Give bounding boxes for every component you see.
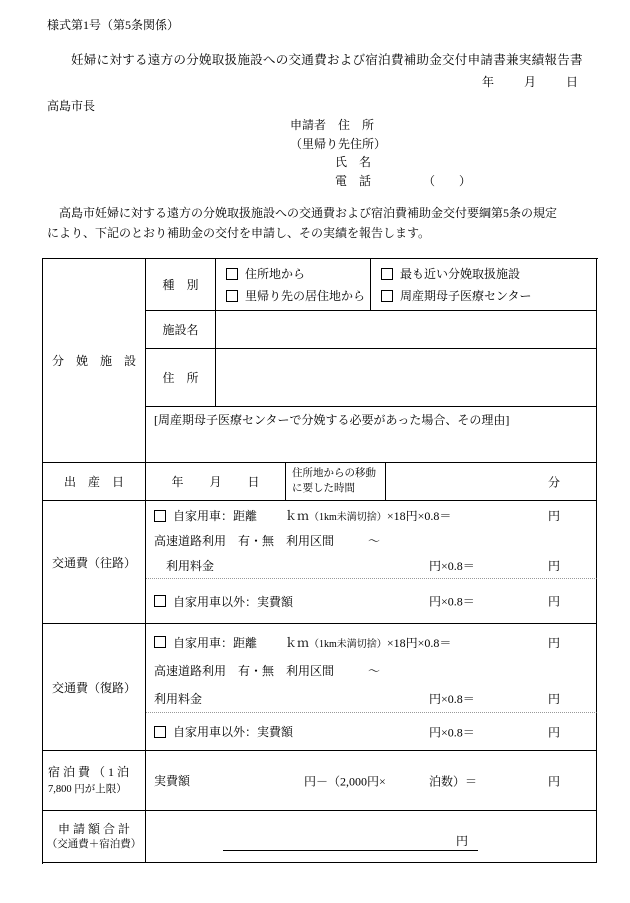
- facility-address-label: 住 所: [146, 349, 216, 407]
- car-distance-label: 自家用車：距離: [173, 509, 258, 523]
- other-formula: 円×0.8＝: [429, 594, 475, 609]
- yen-unit: 円: [547, 594, 560, 609]
- date-year-label[interactable]: 年: [482, 75, 495, 89]
- transport-out-other-section[interactable]: [146, 579, 597, 624]
- checkbox-icon[interactable]: [381, 290, 393, 302]
- addressee: 高島市長: [47, 99, 96, 113]
- car-rate-formula: ×18円×0.8＝: [386, 509, 452, 523]
- checkbox-icon[interactable]: [154, 636, 166, 648]
- car-distance-formula: [285, 507, 451, 524]
- km-unit: ｋｍ: [285, 635, 310, 650]
- applicant-address-label[interactable]: 申請者 住 所: [290, 118, 375, 132]
- highway-usage-label: 高速道路利用 有・無 利用区間: [154, 534, 335, 548]
- applicant-phone-label: 電 話: [335, 173, 372, 188]
- travel-time-label-line2: に要した時間: [292, 483, 355, 494]
- travel-time-input[interactable]: [386, 463, 597, 501]
- transport-return-car-line: [146, 628, 596, 656]
- transport-return-row-label: 交通費（復路）: [43, 624, 146, 751]
- checkbox-icon[interactable]: [226, 268, 238, 280]
- facility-type-options-right: [371, 259, 597, 311]
- car-distance-formula: [285, 634, 451, 651]
- option-perinatal-center-label: 周産期母子医療センター: [400, 289, 532, 303]
- application-table: [42, 258, 598, 864]
- other-transport-label: 自家用車以外：実費額: [173, 725, 294, 739]
- option-nearest-facility[interactable]: [381, 263, 596, 285]
- car-rate-formula: ×18円×0.8＝: [386, 635, 452, 650]
- transport-return-car-section[interactable]: [146, 624, 597, 713]
- lodging-actual-label: 実費額: [154, 774, 191, 788]
- facility-name-label: 施設名: [146, 311, 216, 349]
- km-rounding-note: （1km未満切捨）: [309, 512, 387, 523]
- facility-row-label: 分 娩 施 設: [43, 259, 146, 463]
- tilde-separator: ～: [368, 534, 381, 548]
- transport-return-highway-line: [146, 656, 596, 684]
- yen-unit: 円: [547, 691, 560, 706]
- yen-unit: 円: [547, 635, 560, 650]
- travel-time-label: [286, 463, 386, 501]
- car-distance-label: 自家用車：距離: [173, 635, 258, 650]
- lodging-label-line2: 7,800 円が上限）: [48, 783, 127, 795]
- facility-type-label: 種 別: [146, 259, 216, 311]
- checkbox-icon[interactable]: [226, 290, 238, 302]
- transport-out-row-label: 交通費（往路）: [43, 501, 146, 624]
- applicant-phone-parens[interactable]: （ ）: [423, 173, 472, 188]
- lodging-amount-section[interactable]: [146, 751, 597, 811]
- option-perinatal-center[interactable]: [381, 285, 596, 307]
- checkbox-icon[interactable]: [154, 595, 166, 607]
- page-title: 妊婦に対する遠方の分娩取扱施設への交通費および宿泊費補助金交付申請書兼実績報告書: [71, 53, 583, 67]
- lodging-deduction-formula: 円－（2,000円×: [304, 774, 386, 788]
- other-formula: 円×0.8＝: [429, 725, 475, 739]
- checkbox-icon[interactable]: [154, 510, 166, 522]
- total-row-label: [43, 811, 146, 863]
- option-nearest-facility-label: 最も近い分娩取扱施設: [400, 267, 521, 281]
- intro-line-2: により、下記のとおり補助金の交付を申請し、その実績を報告します。: [47, 225, 431, 240]
- total-label-line2: （交通費＋宿泊費）: [46, 838, 142, 850]
- date-day-label[interactable]: 日: [566, 75, 579, 89]
- checkbox-icon[interactable]: [381, 268, 393, 280]
- yen-unit: 円: [455, 834, 468, 848]
- birth-month-label: 月: [209, 475, 222, 489]
- birth-date-input[interactable]: [146, 463, 286, 501]
- yen-unit: 円: [547, 725, 560, 739]
- transport-return-other-section[interactable]: [146, 713, 597, 751]
- total-amount-section: [146, 811, 597, 863]
- intro-line-1: 高島市妊婦に対する遠方の分娩取扱施設への交通費および宿泊費補助金交付要綱第5条の規定: [47, 206, 558, 220]
- km-rounding-note: （1km未満切捨）: [309, 638, 387, 650]
- option-from-satogaeri-label: 里帰り先の居住地から: [245, 289, 366, 303]
- applicant-satogaeri-label[interactable]: （里帰り先住所）: [290, 136, 387, 151]
- facility-address-input[interactable]: [216, 349, 597, 407]
- travel-time-label-line1: 住所地からの移動: [292, 468, 376, 479]
- birth-day-label: 日: [247, 475, 260, 489]
- lodging-row-label: [43, 751, 146, 811]
- total-label-line1: 申 請 額 合 計: [57, 821, 130, 836]
- highway-fee-label: 利用料金: [154, 559, 215, 573]
- yen-unit: 円: [547, 774, 560, 788]
- checkbox-icon[interactable]: [154, 726, 166, 738]
- total-amount-input[interactable]: [223, 832, 478, 851]
- option-from-address-label: 住所地から: [245, 267, 306, 281]
- date-month-label[interactable]: 月: [524, 75, 537, 89]
- transport-return-fee-line: [146, 684, 596, 712]
- highway-fee-label: 利用料金: [154, 691, 203, 706]
- date-fields: [482, 73, 578, 90]
- applicant-name-label[interactable]: 氏 名: [335, 155, 372, 169]
- other-transport-label: 自家用車以外：実費額: [173, 594, 294, 609]
- yen-unit: 円: [547, 509, 560, 523]
- intro-paragraph: [47, 204, 592, 243]
- facility-name-input[interactable]: [216, 311, 597, 349]
- yen-unit: 円: [547, 559, 560, 573]
- travel-time-unit: 分: [547, 475, 560, 489]
- option-from-satogaeri[interactable]: [226, 285, 370, 307]
- birth-date-row-label: 出 産 日: [43, 463, 146, 501]
- transport-out-highway-line: [146, 528, 596, 553]
- lodging-label-line1: 宿 泊 費 （ 1 泊: [48, 764, 130, 779]
- transport-out-fee-line: [146, 553, 596, 578]
- applicant-block: [290, 116, 471, 190]
- tilde-separator: ～: [368, 663, 381, 678]
- km-unit: ｋｍ: [285, 509, 310, 523]
- facility-type-options-left: [216, 259, 371, 311]
- birth-year-label: 年: [171, 475, 184, 489]
- option-from-address[interactable]: [226, 263, 370, 285]
- fee-formula: 円×0.8＝: [429, 691, 475, 706]
- highway-usage-label: 高速道路利用 有・無 利用区間: [154, 663, 335, 678]
- fee-formula: 円×0.8＝: [429, 559, 475, 573]
- perinatal-reason-field[interactable]: [146, 407, 597, 463]
- lodging-nights-formula: 泊数）＝: [429, 774, 478, 788]
- transport-out-car-line: [146, 503, 596, 528]
- transport-out-car-section[interactable]: [146, 501, 597, 579]
- form-number: 様式第1号（第5条関係）: [47, 18, 180, 32]
- applicant-phone-row[interactable]: [335, 172, 471, 191]
- perinatal-reason-note: [周産期母子医療センターで分娩する必要があった場合、その理由]: [154, 413, 510, 427]
